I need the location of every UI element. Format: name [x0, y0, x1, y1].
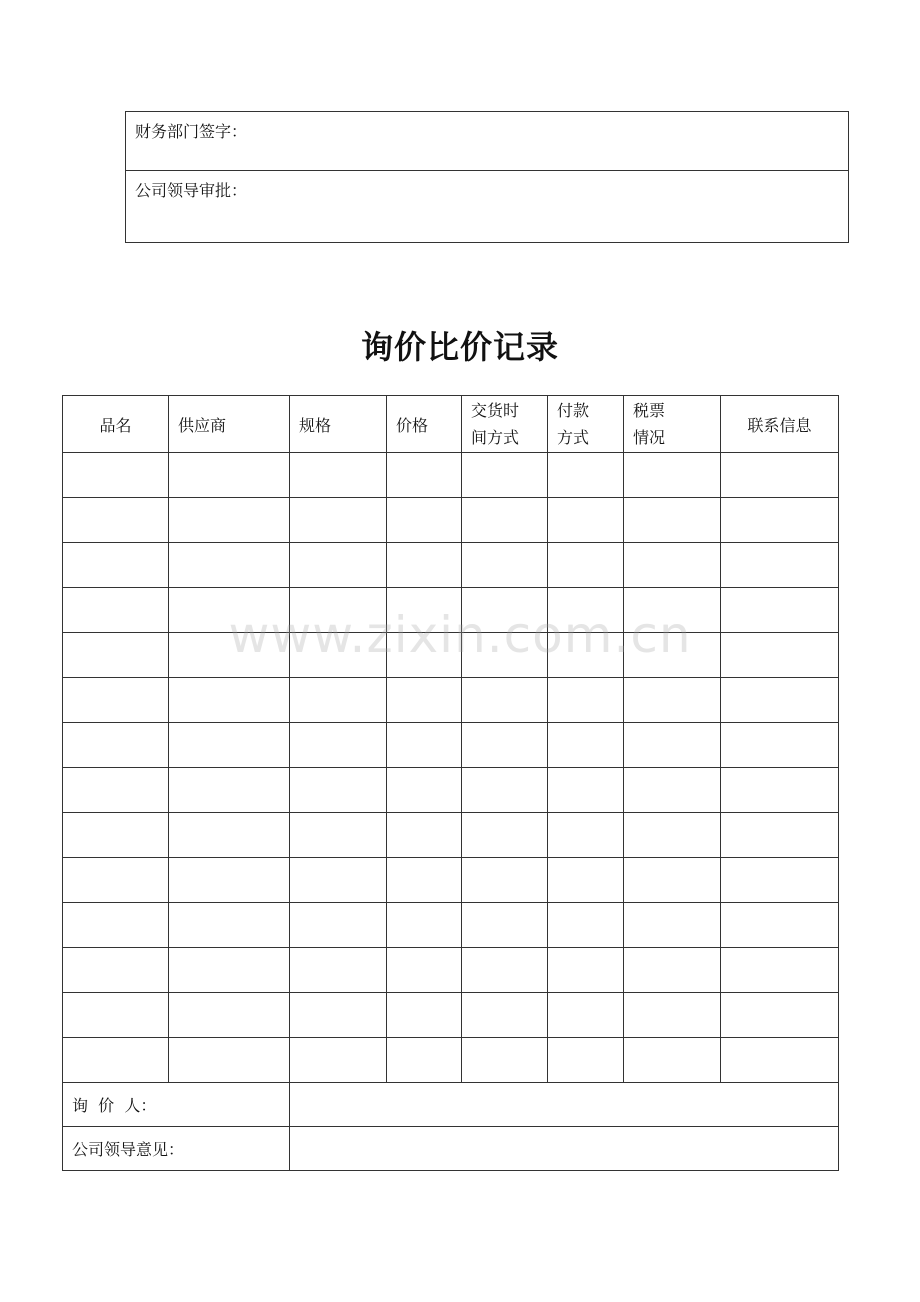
header-product-name: 品名 — [63, 396, 169, 453]
table-cell[interactable] — [624, 453, 721, 498]
table-cell[interactable] — [624, 768, 721, 813]
table-cell[interactable] — [169, 858, 290, 903]
table-cell[interactable] — [387, 948, 462, 993]
table-cell[interactable] — [624, 678, 721, 723]
table-row — [63, 453, 839, 498]
table-cell[interactable] — [462, 633, 548, 678]
table-cell[interactable] — [387, 813, 462, 858]
table-cell[interactable] — [548, 498, 624, 543]
table-header-row — [63, 396, 839, 453]
table-cell[interactable] — [290, 948, 387, 993]
table-cell[interactable] — [63, 768, 169, 813]
table-cell[interactable] — [624, 723, 721, 768]
table-cell[interactable] — [63, 948, 169, 993]
table-cell[interactable] — [290, 768, 387, 813]
table-cell[interactable] — [721, 453, 839, 498]
table-cell[interactable] — [169, 993, 290, 1038]
table-cell[interactable] — [721, 903, 839, 948]
table-cell[interactable] — [290, 453, 387, 498]
header-contact: 联系信息 — [721, 396, 839, 453]
table-cell[interactable] — [462, 588, 548, 633]
table-cell[interactable] — [63, 588, 169, 633]
table-cell[interactable] — [169, 543, 290, 588]
table-cell[interactable] — [548, 588, 624, 633]
table-cell[interactable] — [169, 633, 290, 678]
table-cell[interactable] — [63, 993, 169, 1038]
inquirer-field[interactable] — [290, 1083, 839, 1127]
table-cell[interactable] — [548, 768, 624, 813]
table-cell[interactable] — [290, 678, 387, 723]
table-cell[interactable] — [169, 903, 290, 948]
table-cell[interactable] — [387, 993, 462, 1038]
table-cell[interactable] — [63, 498, 169, 543]
table-row — [63, 948, 839, 993]
table-row — [63, 543, 839, 588]
table-row — [63, 813, 839, 858]
inquirer-row — [63, 1083, 839, 1127]
table-cell[interactable] — [548, 813, 624, 858]
table-row — [63, 678, 839, 723]
leader-opinion-label: 公司领导意见： — [63, 1127, 290, 1171]
table-cell[interactable] — [721, 543, 839, 588]
table-cell[interactable] — [624, 903, 721, 948]
table-cell[interactable] — [169, 453, 290, 498]
table-cell[interactable] — [462, 858, 548, 903]
leader-approval-label: 公司领导审批： — [135, 181, 248, 200]
leader-opinion-row — [63, 1127, 839, 1171]
table-row — [63, 768, 839, 813]
table-cell[interactable] — [462, 813, 548, 858]
table-cell[interactable] — [290, 993, 387, 1038]
leader-approval-field[interactable] — [126, 171, 848, 242]
header-price: 价格 — [387, 396, 462, 453]
table-cell[interactable] — [290, 858, 387, 903]
table-cell[interactable] — [721, 858, 839, 903]
table-cell[interactable] — [462, 768, 548, 813]
table-cell[interactable] — [290, 903, 387, 948]
table-cell[interactable] — [624, 588, 721, 633]
table-cell[interactable] — [387, 498, 462, 543]
table-cell[interactable] — [721, 768, 839, 813]
leader-opinion-field[interactable] — [290, 1127, 839, 1171]
table-cell[interactable] — [624, 858, 721, 903]
table-row — [63, 723, 839, 768]
table-cell[interactable] — [63, 453, 169, 498]
table-row — [63, 633, 839, 678]
inquirer-label: 询 价 人： — [63, 1083, 290, 1127]
table-cell[interactable] — [169, 1038, 290, 1083]
table-cell[interactable] — [63, 633, 169, 678]
table-cell[interactable] — [63, 678, 169, 723]
table-cell[interactable] — [387, 858, 462, 903]
table-cell[interactable] — [290, 1038, 387, 1083]
table-cell[interactable] — [624, 948, 721, 993]
table-cell[interactable] — [548, 993, 624, 1038]
table-cell[interactable] — [387, 543, 462, 588]
table-cell[interactable] — [387, 723, 462, 768]
table-cell[interactable] — [721, 588, 839, 633]
table-cell[interactable] — [387, 768, 462, 813]
table-cell[interactable] — [169, 948, 290, 993]
approval-box — [125, 111, 849, 243]
table-cell[interactable] — [721, 678, 839, 723]
table-cell[interactable] — [624, 813, 721, 858]
table-cell[interactable] — [462, 543, 548, 588]
table-cell[interactable] — [387, 1038, 462, 1083]
watermark: www.zixin.com.cn — [228, 606, 692, 664]
table-cell[interactable] — [548, 1038, 624, 1083]
table-cell[interactable] — [548, 948, 624, 993]
table-cell[interactable] — [548, 678, 624, 723]
table-row — [63, 993, 839, 1038]
table-cell[interactable] — [169, 768, 290, 813]
table-cell[interactable] — [721, 948, 839, 993]
header-tax-invoice: 税票 情况 — [624, 396, 721, 453]
finance-signature-label: 财务部门签字： — [135, 122, 248, 141]
header-supplier: 供应商 — [169, 396, 290, 453]
table-cell[interactable] — [63, 903, 169, 948]
table-cell[interactable] — [63, 1038, 169, 1083]
table-cell[interactable] — [462, 903, 548, 948]
table-cell[interactable] — [462, 948, 548, 993]
table-cell[interactable] — [624, 1038, 721, 1083]
table-cell[interactable] — [624, 633, 721, 678]
table-cell[interactable] — [290, 813, 387, 858]
table-cell[interactable] — [290, 543, 387, 588]
table-cell[interactable] — [721, 723, 839, 768]
table-cell[interactable] — [462, 498, 548, 543]
table-cell[interactable] — [387, 678, 462, 723]
table-row — [63, 858, 839, 903]
table-cell[interactable] — [387, 588, 462, 633]
table-cell[interactable] — [462, 453, 548, 498]
finance-signature-field[interactable] — [126, 112, 848, 171]
header-spec: 规格 — [290, 396, 387, 453]
table-cell[interactable] — [548, 633, 624, 678]
table-row — [63, 588, 839, 633]
document-title: 询价比价记录 — [360, 328, 559, 366]
table-row — [63, 903, 839, 948]
table-cell[interactable] — [63, 813, 169, 858]
inquiry-record-table — [62, 395, 839, 1171]
table-cell[interactable] — [548, 543, 624, 588]
header-delivery: 交货时 间方式 — [462, 396, 548, 453]
table-cell[interactable] — [548, 453, 624, 498]
table-cell[interactable] — [462, 993, 548, 1038]
table-cell[interactable] — [721, 498, 839, 543]
table-row — [63, 1038, 839, 1083]
table-cell[interactable] — [548, 903, 624, 948]
table-cell[interactable] — [624, 543, 721, 588]
table-cell[interactable] — [169, 813, 290, 858]
table-cell[interactable] — [169, 498, 290, 543]
table-row — [63, 498, 839, 543]
table-cell[interactable] — [169, 588, 290, 633]
table-cell[interactable] — [624, 498, 721, 543]
table-cell[interactable] — [462, 678, 548, 723]
table-cell[interactable] — [387, 453, 462, 498]
table-cell[interactable] — [721, 633, 839, 678]
table-cell[interactable] — [387, 633, 462, 678]
header-payment: 付款 方式 — [548, 396, 624, 453]
table-cell[interactable] — [63, 723, 169, 768]
table-cell[interactable] — [721, 813, 839, 858]
table-cell[interactable] — [721, 1038, 839, 1083]
table-cell[interactable] — [721, 993, 839, 1038]
table-cell[interactable] — [462, 723, 548, 768]
table-cell[interactable] — [169, 678, 290, 723]
table-cell[interactable] — [290, 498, 387, 543]
table-cell[interactable] — [462, 1038, 548, 1083]
table-cell[interactable] — [290, 633, 387, 678]
table-cell[interactable] — [387, 903, 462, 948]
table-cell[interactable] — [548, 858, 624, 903]
table-cell[interactable] — [290, 723, 387, 768]
table-cell[interactable] — [624, 993, 721, 1038]
table-cell[interactable] — [548, 723, 624, 768]
table-cell[interactable] — [63, 543, 169, 588]
table-cell[interactable] — [290, 588, 387, 633]
table-cell[interactable] — [169, 723, 290, 768]
table-cell[interactable] — [63, 858, 169, 903]
